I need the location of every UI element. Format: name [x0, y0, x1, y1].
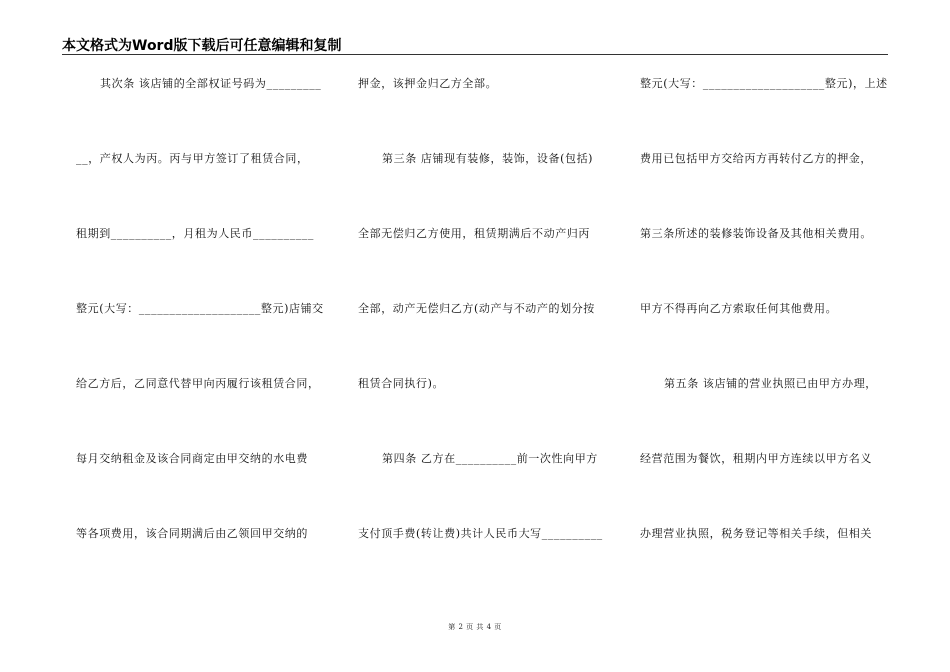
text-line: 全部，动产无偿归乙方(动产与不动产的划分按 — [358, 302, 595, 315]
text-line: 给乙方后，乙同意代替甲向丙履行该租赁合同， — [76, 377, 320, 390]
text-line: 费用已包括甲方交给丙方再转付乙方的押金， — [640, 152, 872, 165]
text-line: __，产权人为丙。丙与甲方签订了租赁合同， — [76, 152, 309, 165]
text-line: 办理营业执照，税务登记等相关手续，但相关 — [640, 527, 872, 540]
text-line: 租赁合同执行)。 — [358, 377, 445, 390]
text-line: 租期到__________，月租为人民币__________ — [76, 227, 314, 240]
text-line: 支付顶手费(转让费)共计人民币大写__________ — [358, 527, 603, 540]
text-line: 第四条 乙方在__________前一次性向甲方 — [382, 452, 598, 465]
page-number: 第 2 页 共 4 页 — [448, 623, 502, 631]
document-header-title: 本文格式为Word版下载后可任意编辑和复制 — [62, 38, 342, 54]
text-line: 全部无偿归乙方使用，租赁期满后不动产归丙 — [358, 227, 590, 240]
text-line: 整元(大写：____________________整元)店铺交 — [76, 302, 324, 315]
text-line: 等各项费用，该合同期满后由乙领回甲交纳的 — [76, 527, 308, 540]
text-line: 甲方不得再向乙方索取任何其他费用。 — [640, 302, 838, 315]
text-line: 押金，该押金归乙方全部。 — [358, 77, 498, 90]
text-line: 每月交纳租金及该合同商定由甲交纳的水电费 — [76, 452, 308, 465]
page-header — [62, 34, 888, 55]
text-line: 整元(大写：____________________整元)，上述 — [640, 77, 888, 90]
text-line: 其次条 该店铺的全部权证号码为_________ — [100, 77, 322, 90]
text-line: 第三条 店铺现有装修，装饰，设备(包括) — [382, 152, 594, 165]
text-column-1 — [76, 76, 326, 596]
text-column-3 — [640, 76, 890, 596]
text-column-2 — [358, 76, 608, 596]
text-line: 第五条 该店铺的营业执照已由甲方办理， — [664, 377, 877, 390]
page-footer — [0, 622, 950, 632]
text-line: 第三条所述的装修装饰设备及其他相关费用。 — [640, 227, 872, 240]
text-line: 经营范围为餐饮，租期内甲方连续以甲方名义 — [640, 452, 872, 465]
